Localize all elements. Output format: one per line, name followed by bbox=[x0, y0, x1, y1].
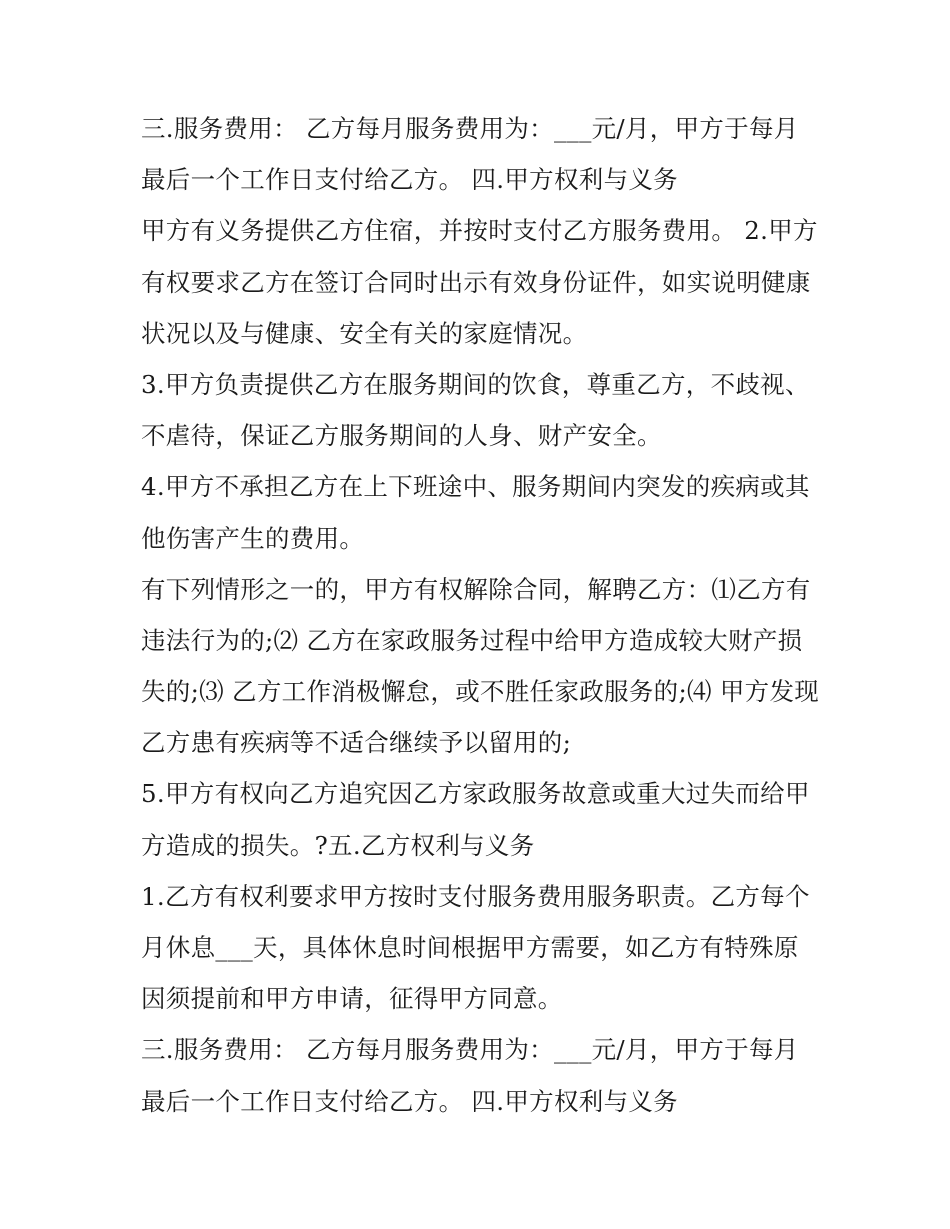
text-line: 方造成的损失。?五.乙方权利与义务 bbox=[141, 830, 535, 860]
text-line: 乙方患有疾病等不适合继续予以留用的; bbox=[141, 728, 572, 758]
text-line: 1.乙方有权利要求甲方按时支付服务费用服务职责。乙方每个 bbox=[141, 881, 810, 911]
text-line: 三.服务费用： 乙方每月服务费用为：___元/月，甲方于每月 bbox=[141, 114, 799, 143]
text-line: 月休息___天，具体休息时间根据甲方需要，如乙方有特殊原 bbox=[141, 933, 799, 962]
text-line: 因须提前和甲方申请，征得甲方同意。 bbox=[141, 984, 563, 1014]
text-line: 状况以及与健康、安全有关的家庭情况。 bbox=[141, 318, 588, 348]
text-line: 5.甲方有权向乙方追究因乙方家政服务故意或重大过失而给甲 bbox=[141, 779, 810, 809]
text-line: 失的;⑶ 乙方工作消极懈怠，或不胜任家政服务的;⑷ 甲方发现 bbox=[141, 677, 820, 707]
text-line: 有下列情形之一的，甲方有权解除合同，解聘乙方：⑴乙方有 bbox=[141, 574, 811, 604]
text-line: 4.甲方不承担乙方在上下班途中、服务期间内突发的疾病或其 bbox=[141, 472, 810, 502]
text-line: 最后一个工作日支付给乙方。 四.甲方权利与义务 bbox=[141, 1086, 678, 1116]
text-line: 违法行为的;⑵ 乙方在家政服务过程中给甲方造成较大财产损 bbox=[141, 625, 803, 655]
text-line: 三.服务费用： 乙方每月服务费用为：___元/月，甲方于每月 bbox=[141, 1035, 799, 1065]
text-line: 最后一个工作日支付给乙方。 四.甲方权利与义务 bbox=[141, 165, 678, 195]
text-line: 甲方有义务提供乙方住宿，并按时支付乙方服务费用。 2.甲方 bbox=[141, 216, 818, 246]
document-body bbox=[141, 103, 821, 1127]
text-line: 不虐待，保证乙方服务期间的人身、财产安全。 bbox=[141, 421, 662, 451]
text-line: 他伤害产生的费用。 bbox=[141, 523, 365, 553]
text-line: 有权要求乙方在签订合同时出示有效身份证件，如实说明健康 bbox=[141, 267, 811, 297]
text-line: 3.甲方负责提供乙方在服务期间的饮食，尊重乙方，不歧视、 bbox=[141, 369, 810, 399]
